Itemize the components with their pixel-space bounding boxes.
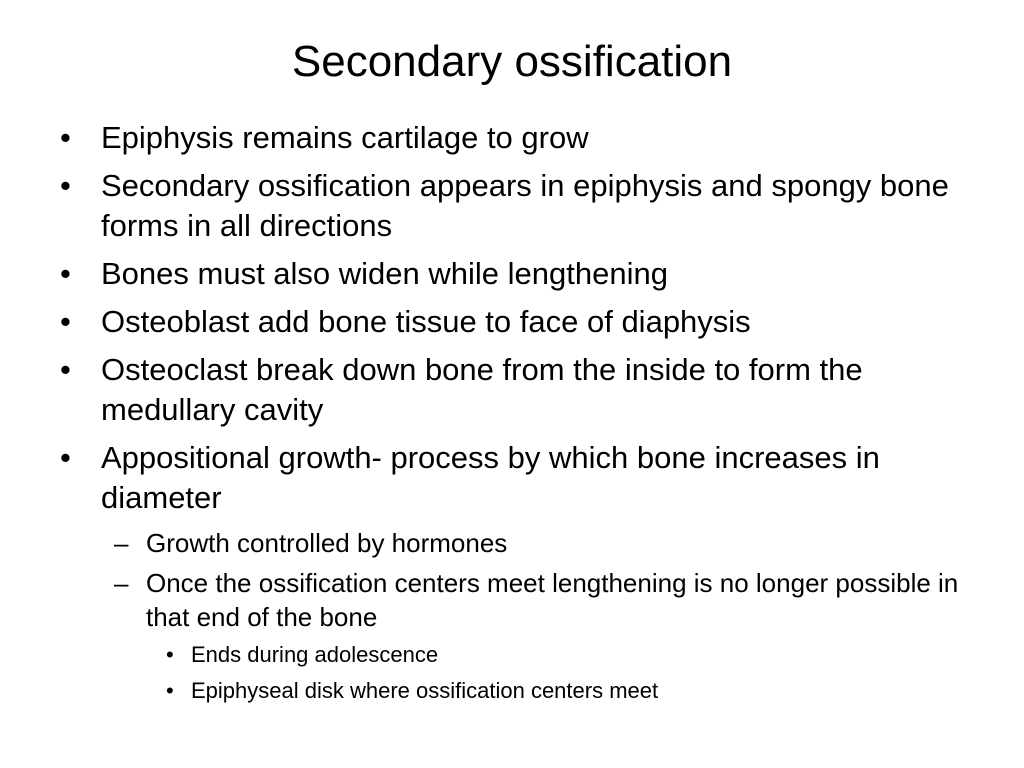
bullet-text: Osteoclast break down bone from the inside to form the medullary cavity bbox=[101, 352, 863, 427]
bullet-item bbox=[60, 254, 960, 294]
sub-bullet-text: Once the ossification centers meet lengthening is no longer possible in that end of the bone bbox=[146, 568, 959, 632]
sub-sub-bullet-item bbox=[60, 640, 960, 670]
dash-marker: – bbox=[114, 568, 129, 598]
sub-sub-bullet-item bbox=[60, 676, 960, 706]
sub-sub-bullet-text: Ends during adolescence bbox=[191, 642, 439, 667]
bullet-marker: • bbox=[60, 256, 71, 291]
sub-bullet-item bbox=[60, 566, 960, 634]
bullet-marker: • bbox=[60, 440, 71, 475]
bullet-item bbox=[60, 350, 960, 430]
sub-bullet-item bbox=[60, 526, 960, 560]
bullet-marker: • bbox=[60, 352, 71, 387]
bullet-text: Secondary ossification appears in epiphysis and spongy bone forms in all directions bbox=[101, 168, 949, 243]
bullet-text: Bones must also widen while lengthening bbox=[101, 256, 668, 291]
sub-sub-bullet-text: Epiphyseal disk where ossification centers meet bbox=[191, 678, 659, 703]
bullet-list bbox=[60, 118, 960, 712]
bullet-text: Osteoblast add bone tissue to face of diaphysis bbox=[101, 304, 751, 339]
slide-title: Secondary ossification bbox=[291, 37, 733, 86]
dash-marker: – bbox=[114, 528, 129, 558]
bullet-item bbox=[60, 438, 960, 518]
sub-bullet-text: Growth controlled by hormones bbox=[146, 528, 508, 558]
bullet-marker: • bbox=[60, 168, 71, 203]
bullet-text: Epiphysis remains cartilage to grow bbox=[101, 120, 589, 155]
bullet-text: Appositional growth- process by which bone increases in diameter bbox=[101, 440, 880, 515]
bullet-item bbox=[60, 166, 960, 246]
bullet-item bbox=[60, 118, 960, 158]
bullet-item bbox=[60, 302, 960, 342]
bullet-marker: • bbox=[166, 678, 174, 703]
bullet-marker: • bbox=[60, 304, 71, 339]
bullet-marker: • bbox=[166, 642, 174, 667]
bullet-marker: • bbox=[60, 120, 71, 155]
